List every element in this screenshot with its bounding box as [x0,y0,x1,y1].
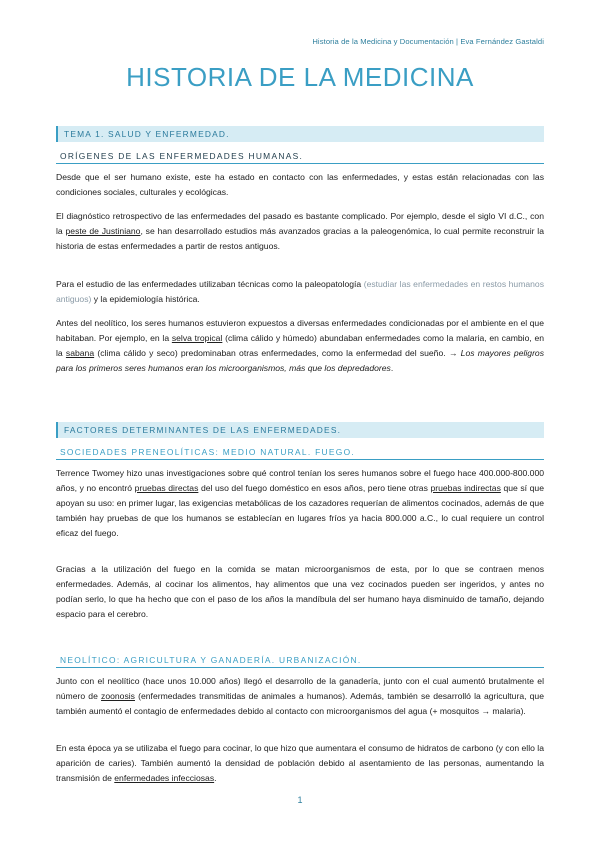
underlined-term: peste de Justiniano [65,225,141,236]
underlined-term: sabana [65,347,95,358]
text: (clima cálido y seco) predominaban otras enfermedades, como la enfermedad del sueño. → [94,347,461,358]
gray-note: (estudiar las enfermedades en restos humanos antiguos) [56,279,544,304]
page-number: 1 [297,795,303,805]
paragraph [56,674,544,719]
text: (enfermedades transmitidas de animales a humanos). Además, también se desarrolló la agricultura, que también aumentó el contagio de enfermedades debido al contacto con microorganismos del agua (+ mosquitos → malaria). [56,690,544,716]
italic-text: Los mayores peligros para los primeros seres humanos eran los microorganismos, más que los depredadores [56,347,545,373]
text: Para el estudio de las enfermedades utilizaban técnicas como la paleopatología [56,279,364,289]
text: , se han desarrollado estudios más avanzados gracias a la paleogenómica, lo cual permite reconstruir la historia de estas enfermedades a partir de restos antiguos. [56,225,544,251]
text: que sí que apoyan su uso: en primer lugar, las exigencias metabólicas de los cazadores requerían de alimentos cocinados, además de que también hay pruebas de que los humanos se establecían en lugares fríos ya hacia 800.000 a.C., lo cual requiere un control eficaz del fuego. [56,482,544,538]
paragraph [56,741,544,786]
paragraph [56,316,544,376]
subheading-origenes: ORÍGENES DE LAS ENFERMEDADES HUMANAS. [56,151,544,164]
underlined-term: selva tropical [171,332,223,343]
text: del uso del fuego doméstico en esos años, pero tiene otras [198,482,431,493]
subheading-preneoliticas: SOCIEDADES PRENEOLÍTICAS: MEDIO NATURAL. FUEGO. [56,447,544,460]
text: . [390,362,394,373]
text: . [214,772,217,783]
paragraph [56,209,544,254]
paragraph: Gracias a la utilización del fuego en la comida se matan microorganismos de esta, por lo que se contraen menos enfermedades. Además, al cocinar los alimentos, hay alimentos que una vez cocinados pueden ser ingeridos, y antes no podían serlo, lo que ha hecho que con el paso de los años la mandíbula del ser humano haya disminuido de tamaño, dejando espacio para el cerebro. [56,564,544,619]
subheading-neolitico: NEOLÍTICO: AGRICULTURA Y GANADERÍA. URBANIZACIÓN. [56,655,544,668]
paragraph: Desde que el ser humano existe, este ha estado en contacto con las enfermedades, y estas están relacionadas con las condiciones sociales, culturales y ecológicas. [56,172,544,197]
document-title: HISTORIA DE LA MEDICINA [126,62,474,92]
text: Antes del neolítico, los seres humanos estuvieron expuestos a diversas enfermedades condicionadas por el ambiente en el que habitaban. Por ejemplo, en la [56,318,544,343]
text: Junto con el neolítico (hace unos 10.000 años) llegó el desarrollo de la ganadería, junto con el cual aumentó brutalmente el número de [56,676,544,701]
underlined-term: pruebas indirectas [430,482,501,493]
paragraph [56,466,544,541]
text: En esta época ya se utilizaba el fuego para cocinar, lo que hizo que aumentara el consumo de hidratos de carbono (y con ello la aparición de caries). También aumentó la densidad de población debido al asentamiento de las personas, aumentando la transmisión de [56,743,544,783]
paragraph [56,277,544,307]
running-header: Historia de la Medicina y Documentación | Eva Fernández Gastaldi [312,37,544,46]
underlined-term: pruebas directas [134,482,199,493]
underlined-term: enfermedades infecciosas [114,772,215,783]
underlined-term: zoonosis [101,690,135,701]
text: Terrence Twomey hizo unas investigaciones sobre qué control tenían los seres humanos sobre el fuego hace 400.000-800.000 años, y no encontró [56,468,544,493]
text: y la epidemiología histórica. [91,293,200,304]
text: El diagnóstico retrospectivo de las enfermedades del pasado es bastante complicado. Por ejemplo, desde el siglo VI d.C., con la [56,211,544,236]
text: (clima cálido y húmedo) abundaban enfermedades como la malaria, en cambio, en la [56,332,545,358]
section-heading-factores: FACTORES DETERMINANTES DE LAS ENFERMEDADES. [56,422,544,438]
section-heading-tema1: TEMA 1. SALUD Y ENFERMEDAD. [56,126,544,142]
